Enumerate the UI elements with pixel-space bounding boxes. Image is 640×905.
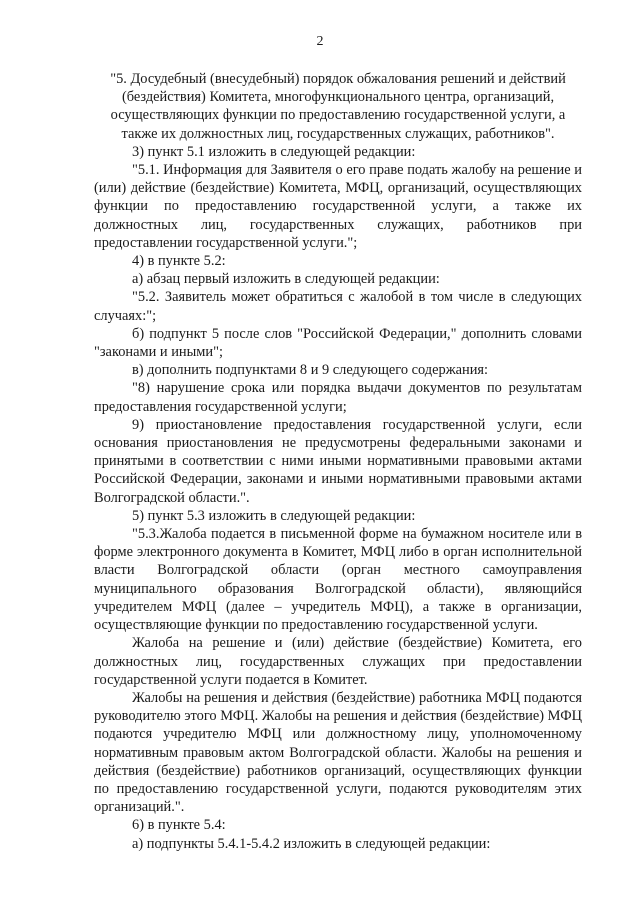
paragraph: "8) нарушение срока или порядка выдачи документов по результатам предоставления государственной услуги; <box>94 380 582 415</box>
paragraph: Жалоба на решение и (или) действие (бездействие) Комитета, его должностных лиц, государственных служащих при предоставлении государственной услуги подается в Комитет. <box>94 635 582 688</box>
page-number: 2 <box>316 34 324 49</box>
paragraph: "5.2. Заявитель может обратиться с жалобой в том числе в следующих случаях:"; <box>94 289 582 324</box>
paragraph: 3) пункт 5.1 изложить в следующей редакции: <box>132 143 416 160</box>
paragraph: 4) в пункте 5.2: <box>132 253 226 270</box>
paragraph: 6) в пункте 5.4: <box>132 817 226 834</box>
paragraph: 5) пункт 5.3 изложить в следующей редакции: <box>132 507 416 524</box>
paragraph: 9) приостановление предоставления государственной услуги, если основания приостановления не предусмотрены федеральными законами и принятыми в соответствии с ними иными нормативными правовыми актами Российской Федерации, законами и иными нормативными правовыми актами Волгоградской области.". <box>94 416 582 506</box>
document-body <box>94 70 582 853</box>
paragraph: "5.3.Жалоба подается в письменной форме на бумажном носителе или в форме электронного документа в Комитет, МФЦ либо в орган исполнительной власти Волгоградской области (орган местного самоуправления муниципального образования Волгоградской области), являющийся учредителем МФЦ (далее – учредитель МФЦ), а также в организации, осуществляющие функции по предоставлению государственной услуги. <box>94 526 582 634</box>
paragraph: "5.1. Информация для Заявителя о его праве подать жалобу на решение и (или) действие (бездействие) Комитета, МФЦ, организаций, осуществляющих функции по предоставлению государственной услуги, а также их должностных лиц, государственных служащих, работников при предоставлении государственной услуги."; <box>94 162 582 251</box>
paragraph: б) подпункт 5 после слов "Российской Федерации," дополнить словами "законами и иными"; <box>94 325 582 361</box>
paragraph: а) абзац первый изложить в следующей редакции: <box>132 271 440 288</box>
paragraph: в) дополнить подпунктами 8 и 9 следующего содержания: <box>132 362 489 379</box>
paragraph: Жалобы на решения и действия (бездействие) работника МФЦ подаются руководителю этого МФЦ. Жалобы на решения и действия (бездействие) МФЦ подаются учредителю МФЦ или должностному лицу, уполномоченному нормативным правовым актом Волгоградской области. Жалобы на решения и действия (бездействие) работников организаций, осуществляющих функции по предоставлению государственной услуги, подаются руководителям этих организаций.". <box>94 689 582 816</box>
section-heading: "5. Досудебный (внесудебный) порядок обжалования решений и действий (бездействия) Комитета, многофункционального центра, организаций, осуществляющих функции по предоставлению государственной услуги, а также их должностных лиц, государственных служащих, работников". <box>110 71 566 142</box>
paragraph: а) подпункты 5.4.1-5.4.2 изложить в следующей редакции: <box>132 835 491 852</box>
